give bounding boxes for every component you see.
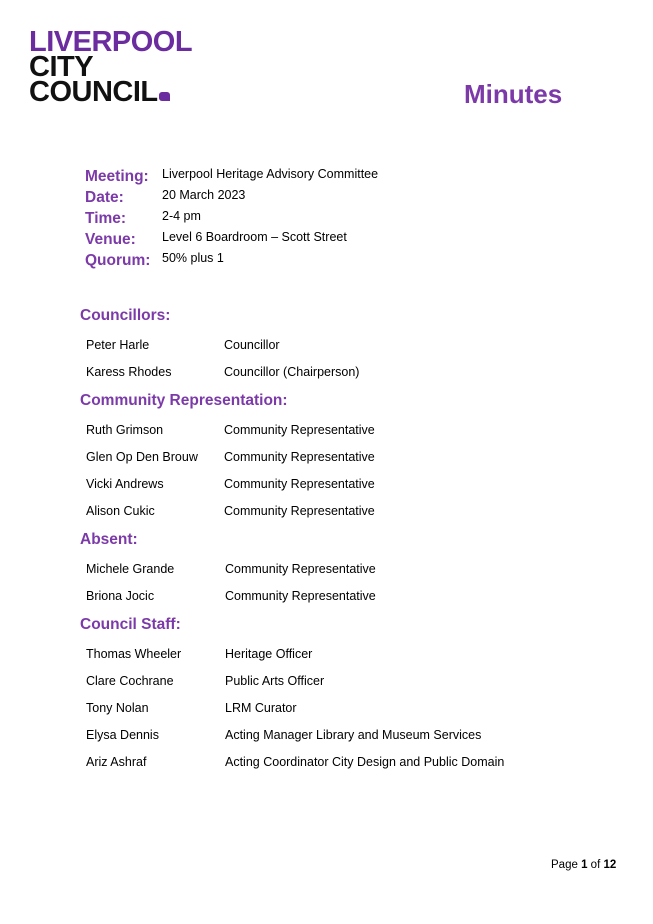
attendee-name: Alison Cukic: [86, 504, 155, 518]
meta-value-time: 2-4 pm: [162, 209, 201, 223]
attendee-name: Ruth Grimson: [86, 423, 164, 437]
meta-label-quorum: Quorum:: [85, 252, 151, 269]
attendee-role: Heritage Officer: [225, 647, 313, 661]
logo-line-city: CITY: [29, 51, 94, 83]
meta-label-meeting: Meeting:: [85, 168, 149, 185]
attendee-name: Thomas Wheeler: [86, 647, 182, 661]
attendee-role: Community Representative: [224, 477, 375, 491]
attendee-role: Community Representative: [224, 504, 375, 518]
section-heading-community-representation: Community Representation:: [80, 392, 288, 409]
attendee-role: LRM Curator: [225, 701, 297, 715]
attendee-name: Briona Jocic: [86, 589, 155, 603]
section-heading-councillors: Councillors:: [80, 307, 171, 324]
total-pages: 12: [603, 859, 617, 871]
page-of: of: [590, 859, 601, 871]
meta-value-quorum: 50% plus 1: [162, 251, 224, 265]
document-title: Minutes: [464, 79, 563, 109]
attendee-name: Ariz Ashraf: [86, 755, 147, 769]
meta-label-time: Time:: [85, 210, 127, 227]
attendee-role: Community Representative: [224, 450, 375, 464]
attendee-name: Elysa Dennis: [86, 728, 159, 742]
attendee-name: Michele Grande: [86, 562, 175, 576]
attendee-role: Public Arts Officer: [225, 674, 325, 688]
attendee-name: Peter Harle: [86, 338, 150, 352]
attendee-role: Councillor: [224, 338, 280, 352]
meta-value-meeting: Liverpool Heritage Advisory Committee: [162, 167, 379, 181]
meta-value-date: 20 March 2023: [162, 188, 246, 202]
attendee-name: Tony Nolan: [86, 701, 149, 715]
logo-mark-icon: [159, 92, 170, 101]
attendee-name: Glen Op Den Brouw: [86, 450, 198, 464]
meta-label-date: Date:: [85, 189, 124, 206]
section-heading-absent: Absent:: [80, 531, 138, 548]
attendee-role: Acting Manager Library and Museum Services: [225, 728, 482, 742]
attendee-name: Clare Cochrane: [86, 674, 174, 688]
meta-value-venue: Level 6 Boardroom – Scott Street: [162, 230, 347, 244]
attendee-role: Community Representative: [225, 589, 376, 603]
attendee-role: Councillor (Chairperson): [224, 365, 360, 379]
page-number: [551, 859, 616, 871]
attendee-name: Vicki Andrews: [86, 477, 164, 491]
attendee-name: Karess Rhodes: [86, 365, 172, 379]
logo-line-council-wrap: [29, 76, 229, 108]
attendee-role: Acting Coordinator City Design and Public Domain: [225, 755, 505, 769]
logo-line-liverpool: LIVERPOOL: [29, 26, 193, 58]
attendee-role: Community Representative: [224, 423, 375, 437]
section-heading-council-staff: Council Staff:: [80, 616, 181, 633]
attendee-role: Community Representative: [225, 562, 376, 576]
meta-label-venue: Venue:: [85, 231, 136, 248]
logo-line-council: COUNCIL: [29, 76, 158, 108]
page-prefix: Page: [551, 859, 578, 871]
council-logo: [29, 26, 229, 112]
current-page: 1: [581, 859, 588, 871]
